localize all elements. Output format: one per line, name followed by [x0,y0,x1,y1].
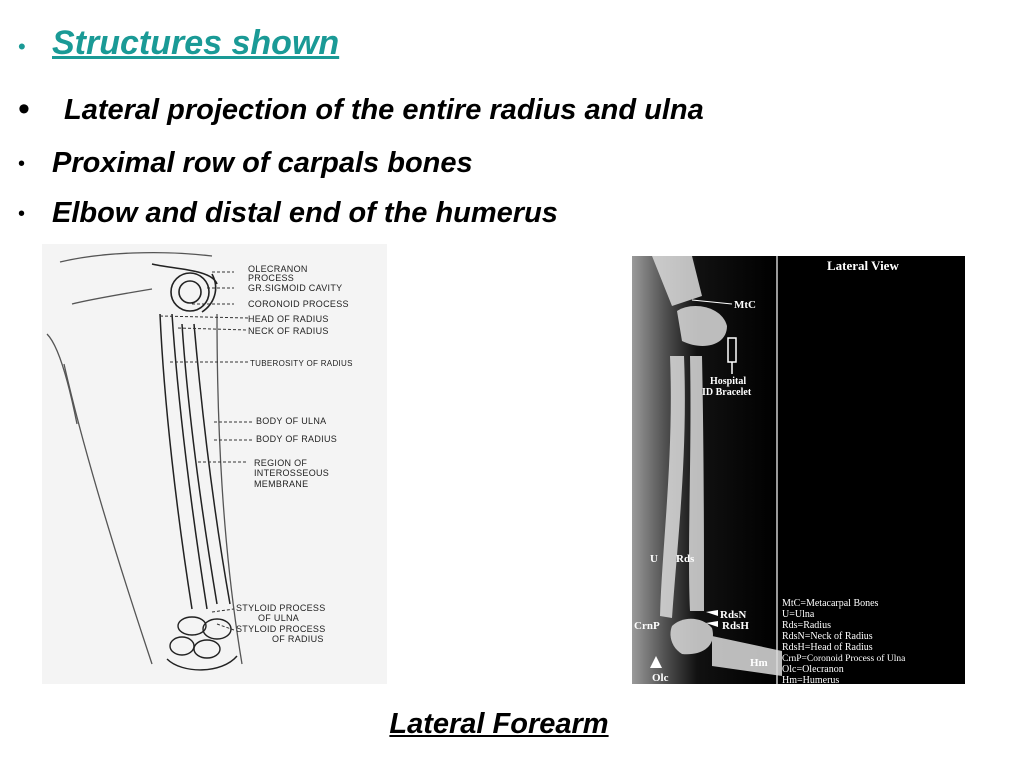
bullet-dot: • [18,203,26,225]
legend-line: CrnP=Coronoid Process of Ulna [782,654,906,664]
label-body-of-ulna: BODY OF ULNA [256,416,327,426]
bullet-dot: • [18,153,26,175]
heading-text: Structures shown [52,24,340,62]
legend-line: RdsN=Neck of Radius [782,631,873,642]
xray-title: Lateral View [827,258,899,273]
marker-rds: Rds [676,553,695,565]
label-olecranon: OLECRANON [248,264,308,274]
label-coronoid-process: CORONOID PROCESS [248,299,349,309]
bullet-text: Elbow and distal end of the humerus [52,197,558,229]
label-styloid-radius: STYLOID PROCESS [236,624,326,634]
forearm-line-drawing [42,244,387,684]
xray-svg [632,256,965,684]
label-of-ulna: OF ULNA [258,613,300,623]
bullet-text: Proximal row of carpals bones [52,147,473,179]
figure-caption [0,708,1000,741]
label-membrane: MEMBRANE [254,479,309,489]
label-styloid-ulna: STYLOID PROCESS [236,603,326,613]
marker-u: U [650,553,658,565]
marker-rdsn: RdsN [720,609,747,621]
label-interosseous: INTEROSSEOUS [254,468,330,478]
legend-line: Hm=Humerus [782,675,840,684]
legend-line: Rds=Radius [782,620,831,631]
legend-line: Olc=Olecranon [782,664,844,675]
lateral-xray-image [632,256,965,684]
legend-line: MtC=Metacarpal Bones [782,598,879,609]
marker-mtc: MtC [734,299,756,311]
marker-hm: Hm [750,657,768,669]
bullet-dot: • [18,34,26,59]
label-sigmoid-cavity: GR.SIGMOID CAVITY [248,283,343,293]
bullet-text: Lateral projection of the entire radius and ulna [64,94,704,126]
label-of-radius: OF RADIUS [272,634,324,644]
marker-id-bracelet: ID Bracelet [702,387,752,398]
legend-line: RdsH=Head of Radius [782,642,873,653]
legend-line: U=Ulna [782,609,815,620]
marker-rdsh: RdsH [722,620,749,632]
label-tuberosity-of-radius: TUBEROSITY OF RADIUS [250,359,353,368]
marker-olc: Olc [652,672,669,684]
bullet-dot: • [18,90,30,128]
label-neck-of-radius: NECK OF RADIUS [248,326,329,336]
label-process: PROCESS [248,273,295,283]
label-region-of: REGION OF [254,458,308,468]
label-body-of-radius: BODY OF RADIUS [256,434,338,444]
marker-hospital: Hospital [710,376,747,387]
label-head-of-radius: HEAD OF RADIUS [248,314,329,324]
forearm-drawing-svg [42,244,387,684]
marker-crnp: CrnP [634,620,660,632]
caption-text: Lateral Forearm [389,708,609,740]
